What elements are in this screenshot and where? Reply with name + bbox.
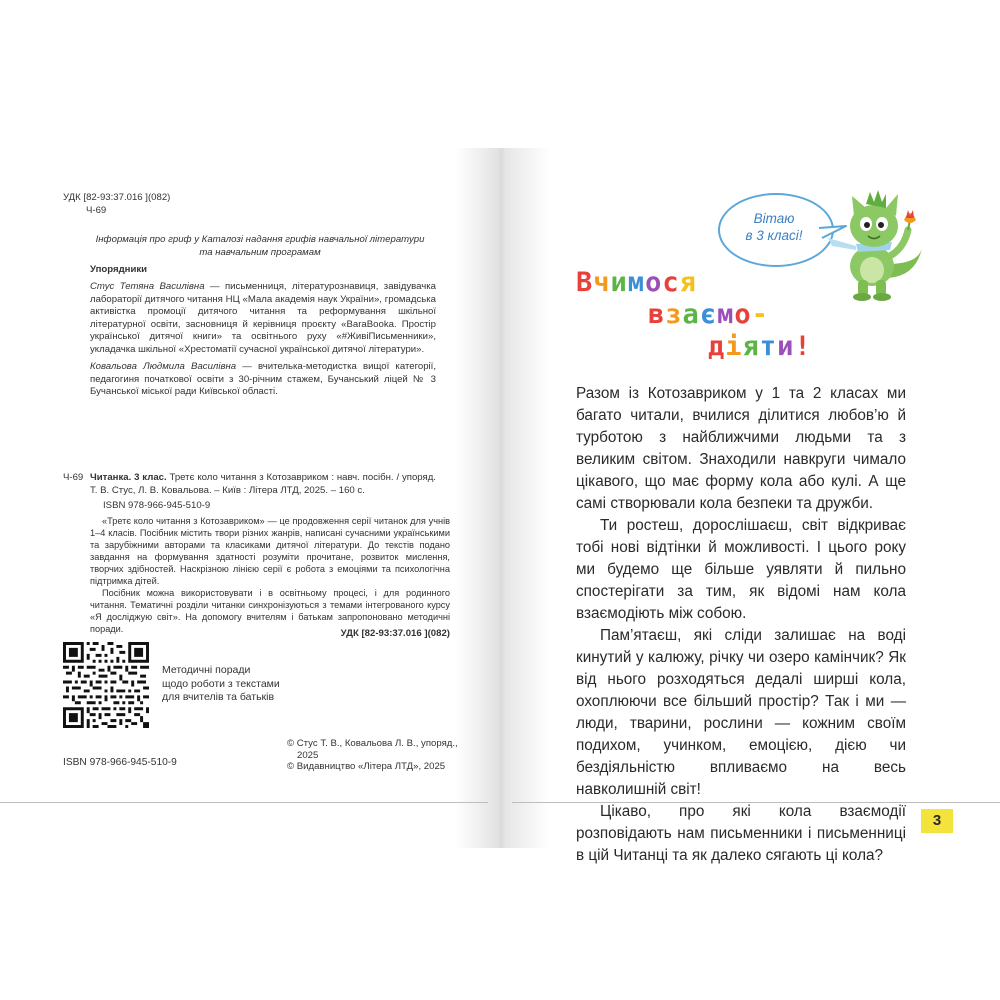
- left-page-edge: [0, 802, 488, 803]
- qr-code: [63, 642, 149, 728]
- udc-bottom: УДК [82-93:37.016 ](082): [340, 628, 450, 639]
- headline-line-1: [576, 266, 697, 300]
- bubble-text: [732, 210, 816, 244]
- bubble-line-1: Вітаю: [753, 211, 795, 226]
- copyright-compilers: © Стус Т. В., Ковальова Л. В., упоряд.,: [287, 738, 458, 749]
- headline-letter: м: [627, 267, 646, 298]
- compiler-2-text: — вчителька-методистка вищої категорії, педагогиня початкової освіти з 30-річним стажем, Бучанський ліцей № 3 Бучанської міської ради Київської області.: [90, 361, 436, 398]
- intro-text: [576, 383, 906, 867]
- headline-letter: -: [751, 299, 769, 330]
- compiler-1-text: — письменниця, літературознавиця, завідувачка лабораторії дитячого читання НЦ «Мала академія наук України», громадська активістка промоції дитячого читання та реформування шкільної літературної освіти, засновниця й керівниця проєкту «BaraBooka. Простір української дитячої книги» та освітнього руху «#ЖивіПисьменники», укладачка шкільної «Хрестоматії сучасної української дитячої літератури».: [90, 281, 437, 355]
- headline-letter: я: [679, 267, 697, 298]
- copyright-year: 2025: [297, 750, 319, 761]
- headline-letter: ч: [593, 267, 611, 298]
- copyright-publisher: © Видавництво «Літера ЛТД», 2025: [287, 761, 446, 772]
- grif-line-2: та навчальним програмам: [199, 246, 321, 258]
- headline-letter: !: [794, 331, 812, 362]
- catalog-isbn: ISBN 978-966-945-510-9: [103, 500, 211, 511]
- page-number-badge: 3: [921, 809, 953, 833]
- qr-caption-line-2: щодо роботи з текстами: [162, 677, 280, 690]
- headline-letter: в: [648, 299, 666, 330]
- headline-letter: і: [725, 331, 743, 362]
- catalog-code: Ч-69: [63, 472, 84, 483]
- intro-paragraph-2: Ти ростеш, дорослішаєш, світ відкриває тобі нові відтінки й можливості. І цього року ми будемо ще більше уявляти й пильно спостерігати за тим, як відомі нам кола взаємодіють між собою.: [576, 517, 906, 622]
- kotozavryk-mascot-icon: [826, 186, 926, 304]
- intro-paragraph-1: Разом із Котозавриком у 1 та 2 класах ми багато читали, вчилися ділитися любов’ю й турботою з найближчими людьми та з великим світом. Знаходили навкруги чимало цікавого, що має форму кола або кулі. А ще самі створювали кола безпеки та дружби.: [576, 385, 906, 512]
- headline-letter: т: [759, 331, 778, 362]
- annotation-paragraph-1: «Третє коло читання з Котозавриком» — це продовження серії читанок для учнів 1–4 класів. Посібник містить твори різних жанрів, написані сучасними українськими та зарубіжними авторами та класиками дитячої літератури. До текстів подано завдання на формування здатності розуміти прочитане, розвиток мислення, творчих здібностей. Наскрізною лінією серії є робота з емоціями та психологічна підтримка дітей.: [90, 516, 450, 586]
- headline-letter: о: [645, 267, 663, 298]
- headline-letter: о: [734, 299, 752, 330]
- grif-info: [70, 234, 450, 259]
- qr-caption: [162, 664, 280, 705]
- qr-caption-line-1: Методичні поради: [162, 664, 251, 676]
- headline-letter: м: [717, 299, 735, 330]
- intro-paragraph-4: Цікаво, про які кола взаємодії розповідають нам письменники і письменниці в цій Читанці та як далеко сягають ці кола?: [576, 803, 906, 864]
- bbk-code: Ч-69: [86, 205, 107, 216]
- intro-paragraph-3: Пам’ятаєш, які сліди залишає на воді кинутий у калюжу, річку чи озеро камінчик? Як від нього розходяться дедалі ширші кола, охоплюючи все більший простір? Так і ми — люди, тварини, рослини — кожним своїм подихом, учинком, емоцією, дією чи бездіяльністю впливаємо на весь навколишній світ!: [576, 627, 906, 798]
- compiler-2-name: Ковальова Людмила Василівна: [90, 361, 237, 372]
- isbn-bottom: ISBN 978-966-945-510-9: [63, 757, 177, 768]
- headline-line-3: [708, 330, 812, 364]
- headline-letter: я: [742, 331, 760, 362]
- headline-letter: с: [662, 267, 680, 298]
- bubble-line-2: в 3 класі!: [745, 228, 803, 243]
- headline-letter: з: [665, 299, 683, 330]
- headline-letter: и: [777, 331, 795, 362]
- compiler-1-bio: [90, 281, 436, 357]
- compiler-1-name: Стус Тетяна Василівна: [90, 281, 205, 292]
- compiler-2-bio: [90, 361, 436, 399]
- headline-letter: д: [708, 331, 726, 362]
- headline-letter: а: [682, 299, 700, 330]
- annotation-paragraph-2: Посібник можна використовувати і в освітньому процесі, і для родинного читання. Тематичні розділи читанки синхронізуються з темами інтегрованого курсу «Я досліджую світ». На допомогу вчителям і батькам запропоновано методичні поради.: [90, 588, 450, 634]
- udc-code: УДК [82-93:37.016 ](082): [63, 192, 171, 203]
- annotation: [90, 515, 450, 635]
- headline-letter: и: [610, 267, 628, 298]
- headline-letter: є: [699, 299, 718, 330]
- compilers-heading: Упорядники: [90, 264, 148, 275]
- book-gutter: [455, 148, 550, 848]
- headline-line-2: [648, 298, 769, 332]
- headline-letter: В: [576, 267, 594, 298]
- catalog-entry: [90, 472, 436, 497]
- catalog-title: Читанка. 3 клас.: [90, 472, 167, 483]
- catalog-text: Третє коло читання з Котозавриком : навч. посібн. / упоряд. Т. В. Стус, Л. В. Ковальова. – Київ : Літера ЛТД, 2025. – 160 с.: [90, 472, 436, 496]
- qr-caption-line-3: для вчителів та батьків: [162, 691, 275, 703]
- grif-line-1: Інформація про гриф у Каталозі надання грифів навчальної літератури: [95, 234, 425, 245]
